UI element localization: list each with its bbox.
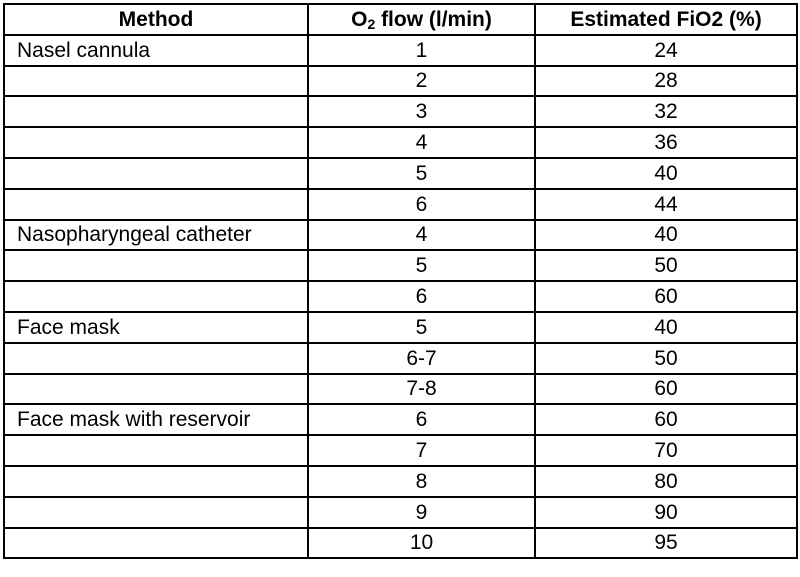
cell-method [4,281,308,312]
cell-method [4,158,308,189]
table-row [4,96,797,127]
cell-method [4,497,308,528]
cell-o2-flow: 5 [308,158,535,189]
cell-estimated-fio2: 50 [535,343,797,374]
cell-o2-flow: 4 [308,127,535,158]
header-o2-flow-suffix: flow (l/min) [375,7,492,31]
table-row [4,343,797,374]
cell-method [4,189,308,220]
table-row [4,35,797,66]
cell-method [4,466,308,497]
cell-estimated-fio2: 60 [535,281,797,312]
cell-estimated-fio2: 24 [535,35,797,66]
cell-o2-flow: 7-8 [308,374,535,405]
table-body [4,35,797,559]
cell-method [4,343,308,374]
cell-o2-flow: 4 [308,220,535,251]
table-row [4,404,797,435]
cell-method [4,435,308,466]
cell-method [4,127,308,158]
table-row [4,220,797,251]
table-row [4,312,797,343]
cell-estimated-fio2: 95 [535,528,797,559]
cell-o2-flow: 2 [308,66,535,97]
cell-o2-flow: 9 [308,497,535,528]
cell-estimated-fio2: 44 [535,189,797,220]
header-o2-flow-subscript: 2 [367,15,376,32]
cell-method [4,66,308,97]
cell-method [4,250,308,281]
table-row [4,497,797,528]
header-o2-flow-prefix: O [351,7,368,31]
oxygen-delivery-table [3,3,798,559]
cell-method [4,96,308,127]
cell-o2-flow: 6 [308,404,535,435]
table-row [4,435,797,466]
cell-method: Face mask with reservoir [4,404,308,435]
cell-estimated-fio2: 32 [535,96,797,127]
cell-method: Nasel cannula [4,35,308,66]
table-row [4,158,797,189]
cell-estimated-fio2: 40 [535,220,797,251]
cell-method [4,528,308,559]
header-estimated-fio2: Estimated FiO2 (%) [535,4,797,35]
cell-o2-flow: 1 [308,35,535,66]
cell-o2-flow: 5 [308,312,535,343]
cell-o2-flow: 10 [308,528,535,559]
cell-estimated-fio2: 70 [535,435,797,466]
cell-estimated-fio2: 28 [535,66,797,97]
table-row [4,66,797,97]
header-method: Method [4,4,308,35]
cell-o2-flow: 6 [308,189,535,220]
header-o2-flow [308,4,535,35]
cell-estimated-fio2: 80 [535,466,797,497]
header-row [4,4,797,35]
cell-estimated-fio2: 60 [535,404,797,435]
table-row [4,281,797,312]
cell-method: Nasopharyngeal catheter [4,220,308,251]
cell-o2-flow: 6-7 [308,343,535,374]
cell-o2-flow: 8 [308,466,535,497]
cell-o2-flow: 5 [308,250,535,281]
cell-estimated-fio2: 36 [535,127,797,158]
cell-o2-flow: 7 [308,435,535,466]
cell-estimated-fio2: 40 [535,312,797,343]
cell-estimated-fio2: 60 [535,374,797,405]
table-row [4,189,797,220]
cell-method [4,374,308,405]
table-row [4,250,797,281]
table-row [4,374,797,405]
table-row [4,127,797,158]
table-row [4,466,797,497]
cell-o2-flow: 6 [308,281,535,312]
cell-method: Face mask [4,312,308,343]
table-row [4,528,797,559]
cell-o2-flow: 3 [308,96,535,127]
cell-estimated-fio2: 90 [535,497,797,528]
cell-estimated-fio2: 40 [535,158,797,189]
cell-estimated-fio2: 50 [535,250,797,281]
